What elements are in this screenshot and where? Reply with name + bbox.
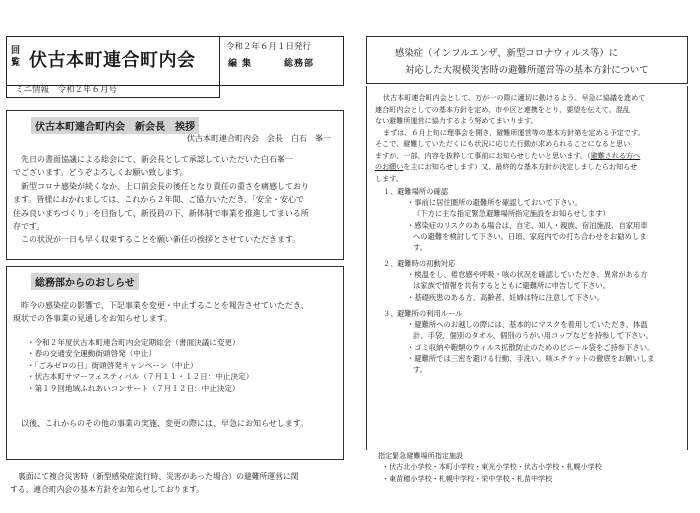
greeting-line: でございます。どうぞよろしくお願い致します。 <box>13 168 188 178</box>
intro-line: ない避難所運営に協力するよう努めてまいります。 <box>375 116 538 125</box>
section-item: 計、手袋、個別のタオル、個別のうがい用コップなどを持参して下さい。 <box>413 331 654 341</box>
greeting-body <box>13 153 339 247</box>
greeting-line: 存です。 <box>13 222 45 232</box>
underlined-text: 避難される方へ <box>590 150 641 160</box>
left-page <box>6 30 346 508</box>
section-item: への避難を検討して下さい。日頃、家庭内での打ち合わせをお勧めしま <box>413 231 647 241</box>
notice-title: 総務部からのおしらせ <box>31 273 139 290</box>
section-head <box>383 258 683 269</box>
note-line: 裏面にて複合災害時（新型感染症流行時、災害があった場合）の避難所運営に関 <box>18 472 299 481</box>
mini-info-bar <box>6 82 220 98</box>
greeting-line: 先日の書面協議による総会にて、新会長として承認していただいた白石峯一 <box>21 155 293 164</box>
section-number: ３、 <box>383 309 398 318</box>
note-line: する、連合町内会の基本方針をお知らせしております。 <box>10 485 205 495</box>
intro-line: そこで、避難していただくにも状況に応じた行動が求められることになると思い <box>375 139 631 148</box>
section-item: ・事前に居住圏所の避難所を確認しておいて下さい。 <box>407 198 583 208</box>
intro-line <box>375 150 681 162</box>
section-initial-response <box>383 258 683 303</box>
greeting-line: ます。皆様におかれましては、これから２年間、ご協力いただき、「安全・安心で <box>13 195 305 205</box>
intro-text: ますが、一部、内容を抜粋して事前にお知らせしたいと思います。（ <box>375 150 591 160</box>
intro-line: します。 <box>375 173 403 183</box>
notice-intro <box>13 299 339 326</box>
policy-body <box>366 86 688 450</box>
section-heading: 避難時の初動対応 <box>397 259 456 268</box>
section-item: す。 <box>413 365 428 375</box>
greeting-line: この状況が一日も早く収束することを願い新任の挨拶とさせていただきます。 <box>21 235 301 245</box>
notice-line: 現状での各事業の見通しをお知らせします。 <box>13 314 173 324</box>
notice-closing: 以後、これからのその他の事業の実施、変更の際には、早急にお知らせします。 <box>21 419 309 428</box>
editor-label: 編集 <box>228 59 257 69</box>
section-shelter-rules <box>383 308 683 375</box>
section-item: す。 <box>413 243 428 253</box>
greeting-line: 新型コロナ感染が続くなか、上口前会長の後任となり責任の重さを痛感しており <box>21 181 309 191</box>
section-item: ・避難所へのお越しの際には、基本的にマスクを着用していただき、体温 <box>407 320 648 330</box>
policy-intro <box>375 92 681 184</box>
right-page <box>366 32 688 508</box>
intro-line: 伏古本町連合町内会として、万が一の際に適切に動けるよう、早急に協議を進めて <box>383 93 646 102</box>
section-head <box>383 308 683 319</box>
section-number: ２、 <box>383 259 398 268</box>
editor-value: 総務部 <box>284 59 315 69</box>
section-heading: 避難所の利用ルール <box>397 309 463 318</box>
masthead <box>6 36 344 86</box>
notice-line: 昨今の感染症の影響で、下記事業を変更・中止することを報告させていただき、 <box>21 301 309 310</box>
masthead-info <box>219 36 345 84</box>
back-page-note <box>10 470 340 497</box>
greeting-title: 伏古本町連合町内会 新会長 挨拶 <box>31 117 199 134</box>
org-title: 伏古本町連合町内会 <box>29 50 196 71</box>
designated-facilities <box>366 450 686 484</box>
intro-line <box>375 161 681 173</box>
section-item: ・検温をし、倦怠感や呼吸・咳の状況を確認していただき、異常がある方 <box>407 270 648 280</box>
event-item: ・ 令和２年度伏古本町連合町内会定期総会（書面決議に変更） <box>27 337 253 348</box>
intro-text: を主にお知らせします）又、最終的な基本方針が決定しましたらお知らせ <box>403 162 638 171</box>
section-number: １、 <box>383 187 398 196</box>
section-item: ・基礎疾患のある方、高齢者、妊婦は特に注意して下さい。 <box>407 292 605 302</box>
policy-title-line1: 感染症（インフルエンザ、新型コロナウィルス等）に <box>395 48 619 59</box>
intro-line: 連合町内会としての基本方針を定め、市や区と連携をとり、要望を伝えて、混乱 <box>375 104 630 114</box>
event-item: ・ 第１９回地域ふれあいコンサート（７月１２日：中止決定） <box>27 383 253 394</box>
designated-line: ・東苗穂小学校・札幌中学校・栄中学校・札苗中学校 <box>382 473 553 483</box>
greeting-signature: 伏古本町連合町内会 会長 白石 峯一 <box>187 134 331 143</box>
event-item: ・ 春の交通安全運動街頭啓発（中止） <box>27 348 253 359</box>
section-head <box>383 186 683 197</box>
policy-title-line2: 対応した大規模災害時の避難所運営等の基本方針について <box>405 65 649 76</box>
greeting-line: 住み良いまちづくり」を目指して、新役員の下、新体制で事業を推進してまいる所 <box>13 208 309 218</box>
designated-line: ・伏古北小学校・本町小学校・東光小学校・伏古小学校・札幌小学校 <box>382 462 602 472</box>
intro-line: まずは、６月上旬に理事会を開き、避難所運営等の基本方針第を定める予定です。 <box>383 127 645 137</box>
event-item: ・ 伏古本町サマーフェスティバル（７月１１・１２日：中止決定） <box>27 371 253 382</box>
event-list <box>27 337 253 394</box>
issue-date: 令和２年６月１日発行 <box>226 42 312 52</box>
section-item: ・ゴミ収納や鞄類のウィルス拡散防止のためのビニール袋をご持参下さい。 <box>407 342 655 352</box>
kairan-label: 回覧 <box>11 46 21 68</box>
section-item: （下方に主な指定緊急避難場所指定施設をお知らせします） <box>413 209 610 219</box>
section-item: ・避難所では三密を避ける行動、手洗い、咳エチケットの徹底をお願いしま <box>407 353 655 363</box>
section-item: ・感染症のリスクのある場合は、自宅、知人・親族、宿泊施設、自家用車 <box>407 220 648 230</box>
section-evacuation-site <box>383 186 683 253</box>
section-heading: 避難場所の確認 <box>397 187 449 196</box>
section-item: は家族で情報を共有するとともに避難所に申告して下さい。 <box>413 281 611 291</box>
underlined-text: のお願い <box>375 162 404 171</box>
greeting-box <box>6 110 344 260</box>
notice-box <box>6 266 344 460</box>
event-item: ・ 「ごみゼロの日」街頭啓発キャンペーン（中止） <box>27 360 253 371</box>
designated-title: 指定緊急避難場所指定施設 <box>378 451 464 460</box>
policy-title-box <box>366 36 688 84</box>
mini-info-text: ミニ情報 令和２年６月号 <box>15 85 118 95</box>
